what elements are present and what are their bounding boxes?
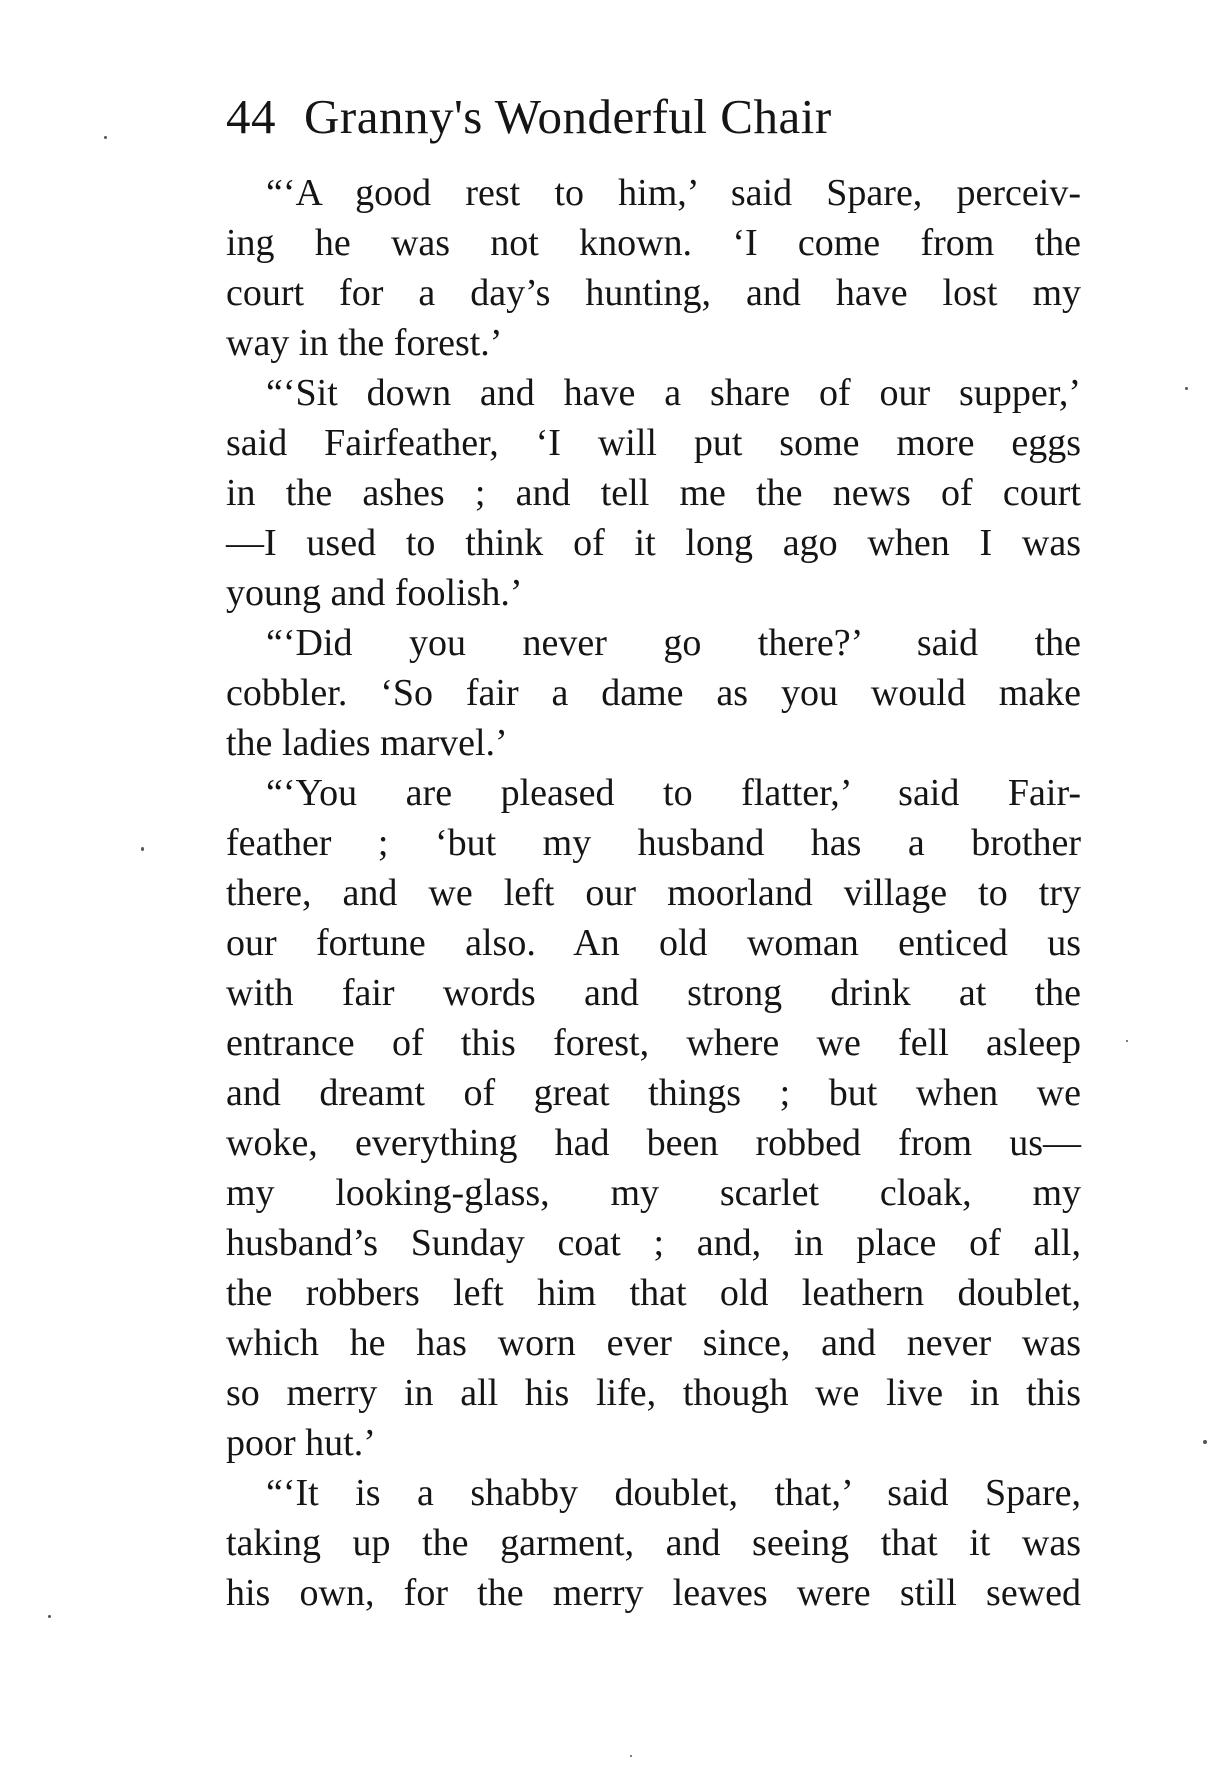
text-line: court for a day’s hunting, and have lost my xyxy=(226,272,1081,314)
page-number: 44 xyxy=(226,89,276,144)
text-line: the robbers left him that old leathern doublet, xyxy=(226,1272,1081,1314)
text-line: taking up the garment, and seeing that it was xyxy=(226,1522,1081,1564)
scan-speck xyxy=(48,1615,51,1618)
text-line: entrance of this forest, where we fell asleep xyxy=(226,1022,1081,1064)
text-line: husband’s Sunday coat ; and, in place of all, xyxy=(226,1222,1081,1264)
text-line: with fair words and strong drink at the xyxy=(226,972,1081,1014)
text-line: there, and we left our moorland village to try xyxy=(226,872,1081,914)
text-line: woke, everything had been robbed from us— xyxy=(226,1122,1081,1164)
paragraph xyxy=(226,168,1081,368)
text-line: “‘A good rest to him,’ said Spare, perceiv- xyxy=(266,172,1081,214)
text-line: ing he was not known. ‘I come from the xyxy=(226,222,1081,264)
running-head xyxy=(226,82,1086,152)
text-line: so merry in all his life, though we live in this xyxy=(226,1372,1081,1414)
text-line: cobbler. ‘So fair a dame as you would make xyxy=(226,672,1081,714)
book-title: Granny's Wonderful Chair xyxy=(304,89,832,144)
scan-speck xyxy=(141,847,144,851)
scan-speck xyxy=(630,1755,632,1757)
text-line: “‘Did you never go there?’ said the xyxy=(266,622,1081,664)
text-line: the ladies marvel.’ xyxy=(226,722,508,764)
paragraph xyxy=(226,368,1081,618)
text-line: and dreamt of great things ; but when we xyxy=(226,1072,1081,1114)
text-line: way in the forest.’ xyxy=(226,322,503,364)
paragraph xyxy=(226,768,1081,1468)
text-line: his own, for the merry leaves were still sewed xyxy=(226,1572,1081,1614)
text-line: our fortune also. An old woman enticed us xyxy=(226,922,1081,964)
paragraph xyxy=(226,1468,1081,1618)
paragraph xyxy=(226,618,1081,768)
text-line: “‘You are pleased to flatter,’ said Fair- xyxy=(266,772,1081,814)
text-line: young and foolish.’ xyxy=(226,572,523,614)
text-line: feather ; ‘but my husband has a brother xyxy=(226,822,1081,864)
text-line: said Fairfeather, ‘I will put some more eggs xyxy=(226,422,1081,464)
scan-speck xyxy=(1203,1440,1207,1444)
text-line: —I used to think of it long ago when I was xyxy=(226,522,1081,564)
scan-speck xyxy=(104,136,107,139)
text-line: poor hut.’ xyxy=(226,1422,376,1464)
text-line: which he has worn ever since, and never was xyxy=(226,1322,1081,1364)
text-line: in the ashes ; and tell me the news of court xyxy=(226,472,1081,514)
text-line: “‘Sit down and have a share of our supper,’ xyxy=(266,372,1081,414)
text-line: “‘It is a shabby doublet, that,’ said Spare, xyxy=(266,1472,1081,1514)
scan-speck xyxy=(1126,1040,1128,1042)
text-line: my looking-glass, my scarlet cloak, my xyxy=(226,1172,1081,1214)
scan-speck xyxy=(1185,387,1188,390)
body-text xyxy=(226,168,1081,1618)
